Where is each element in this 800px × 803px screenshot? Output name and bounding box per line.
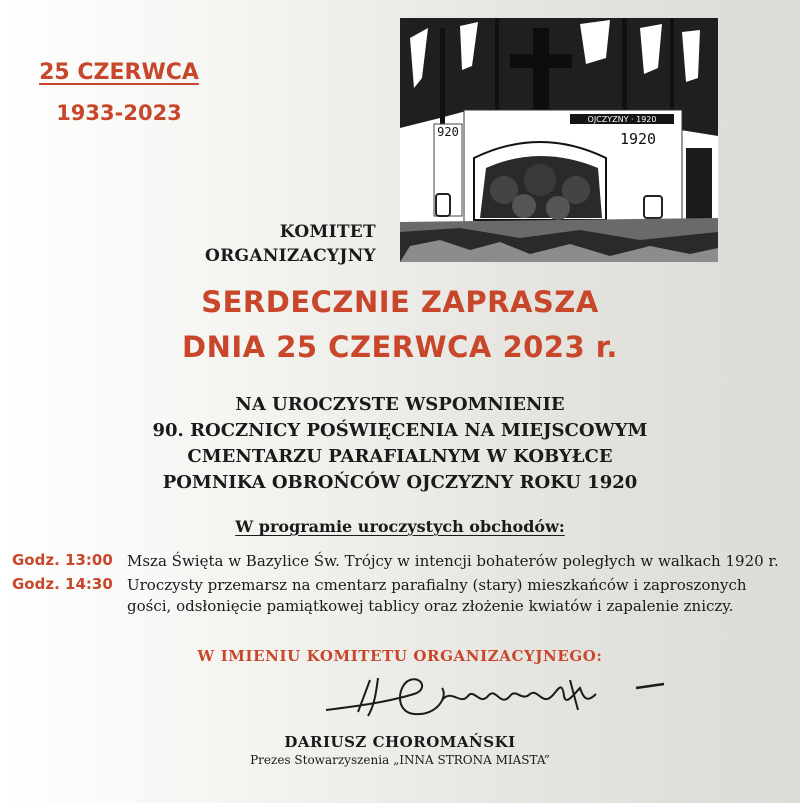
- occasion-line-1: NA UROCZYSTE WSPOMNIENIE: [235, 394, 565, 415]
- anniversary-day: 25 CZERWCA: [39, 60, 199, 85]
- invitation-date-suffix: r.: [585, 330, 618, 364]
- anniversary-years: 1933-2023: [56, 101, 182, 125]
- occasion-line-3: CMENTARZU PARAFIALNYM W KOBYŁCE: [187, 446, 613, 467]
- anniversary-date: [28, 58, 210, 128]
- occasion-line-2: 90. ROCZNICY POŚWIĘCENIA NA MIEJSCOWYM: [152, 420, 648, 441]
- signatory-name: DARIUSZ CHOROMAŃSKI: [284, 733, 516, 751]
- invitation-date-line: [0, 330, 800, 364]
- invitation-date: 25 CZERWCA 2023: [276, 330, 586, 364]
- organizing-committee: [150, 220, 376, 268]
- program-text-1: Msza Święta w Bazylice Św. Trójcy w intencji bohaterów poległych w walkach 1920 r.: [127, 552, 779, 570]
- committee-line-2: ORGANIZACYJNY: [204, 246, 376, 266]
- handwritten-signature: [318, 666, 678, 734]
- program-text-2b: gości, odsłonięcie pamiątkowej tablicy oraz złożenie kwiatów i zapalenie zniczy.: [127, 597, 734, 615]
- program-time-1: Godz. 13:00: [12, 551, 113, 569]
- invitation-date-prefix: DNIA: [182, 330, 277, 364]
- invitation-headline: SERDECZNIE ZAPRASZA: [201, 285, 599, 319]
- monument-photo: [400, 18, 718, 262]
- plaque-year-right: 1920: [619, 130, 657, 148]
- program-heading: W programie uroczystych obchodów:: [235, 517, 565, 536]
- plaque-year-left: 920: [437, 125, 459, 139]
- program-time-2: Godz. 14:30: [12, 575, 113, 593]
- program-text-2a: Uroczysty przemarsz na cmentarz parafialny (stary) mieszkańców i zaproszonych: [127, 576, 747, 594]
- plaque-text: OJCZYZNY · 1920: [587, 115, 657, 124]
- signatory-role: Prezes Stowarzyszenia „INNA STRONA MIASTA”: [250, 753, 550, 767]
- occasion-line-4: POMNIKA OBROŃCÓW OJCZYZNY ROKU 1920: [162, 472, 638, 493]
- on-behalf-heading: W IMIENIU KOMITETU ORGANIZACYJNEGO:: [197, 647, 603, 665]
- committee-line-1: KOMITET: [279, 222, 376, 242]
